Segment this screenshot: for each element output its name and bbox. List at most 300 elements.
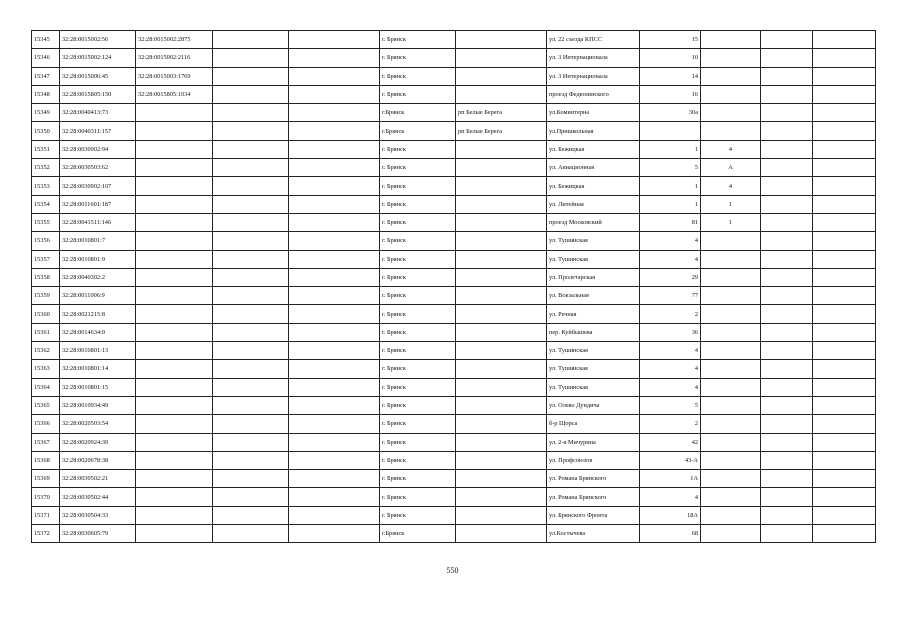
cell-empty [213, 195, 289, 213]
cell-cadastral-number-2 [136, 195, 213, 213]
cell-empty [813, 323, 876, 341]
page-number: 550 [446, 566, 459, 575]
cell-city: г. Брянск [380, 506, 456, 524]
cell-empty [213, 433, 289, 451]
cell-extra [701, 506, 761, 524]
cell-street: ул. Пролетарская [547, 268, 640, 286]
table-row [32, 213, 876, 231]
cell-city: г. Брянск [380, 287, 456, 305]
cell-cadastral-number-2 [136, 122, 213, 140]
cell-street: ул.Костычева [547, 525, 640, 543]
cell-extra [701, 85, 761, 103]
cell-district [456, 287, 547, 305]
cell-house: 4 [640, 342, 701, 360]
cell-house: 5 [640, 396, 701, 414]
cell-empty [289, 177, 380, 195]
cell-cadastral-number: 32:28:0015006:45 [60, 67, 136, 85]
cell-empty [813, 433, 876, 451]
cell-number: 15345 [32, 31, 60, 49]
cell-house: 2 [640, 305, 701, 323]
cell-cadastral-number-2 [136, 360, 213, 378]
cell-district [456, 232, 547, 250]
table-row [32, 287, 876, 305]
cell-street: ул. Речная [547, 305, 640, 323]
cell-street: ул. Авиационная [547, 159, 640, 177]
cell-number: 15354 [32, 195, 60, 213]
cell-empty [761, 104, 813, 122]
cell-empty [761, 250, 813, 268]
cell-city: г. Брянск [380, 31, 456, 49]
cell-empty [813, 342, 876, 360]
cell-cadastral-number: 32:28:0040311:157 [60, 122, 136, 140]
cell-empty [813, 140, 876, 158]
cell-cadastral-number: 32:28:0041511:146 [60, 213, 136, 231]
cell-empty [289, 250, 380, 268]
cell-empty [289, 415, 380, 433]
cell-house [640, 122, 701, 140]
cell-cadastral-number: 32:28:0030902:107 [60, 177, 136, 195]
cell-district [456, 85, 547, 103]
cell-cadastral-number-2 [136, 488, 213, 506]
cell-empty [213, 396, 289, 414]
cell-city: г. Брянск [380, 305, 456, 323]
table-row [32, 360, 876, 378]
cell-street: ул. Вокзальная [547, 287, 640, 305]
cell-extra [701, 451, 761, 469]
cell-number: 15367 [32, 433, 60, 451]
cell-empty [761, 268, 813, 286]
cell-empty [813, 213, 876, 231]
cell-empty [813, 287, 876, 305]
cell-empty [213, 232, 289, 250]
table-row [32, 140, 876, 158]
cell-street: ул. Брянского Фронта [547, 506, 640, 524]
cell-empty [813, 195, 876, 213]
cell-extra [701, 323, 761, 341]
cell-cadastral-number: 32:28:0015002:124 [60, 49, 136, 67]
cell-cadastral-number-2 [136, 177, 213, 195]
cell-empty [761, 177, 813, 195]
cell-street: ул. Тушинская [547, 232, 640, 250]
cell-district [456, 433, 547, 451]
cell-number: 15371 [32, 506, 60, 524]
cell-district [456, 195, 547, 213]
cell-extra: А [701, 159, 761, 177]
cell-extra [701, 104, 761, 122]
cell-number: 15353 [32, 177, 60, 195]
cell-district [456, 49, 547, 67]
cell-city: г. Брянск [380, 488, 456, 506]
table-row [32, 159, 876, 177]
cell-extra [701, 525, 761, 543]
cell-empty [289, 195, 380, 213]
cell-cadastral-number: 32:28:0010801:7 [60, 232, 136, 250]
cell-cadastral-number: 32:28:0030902:94 [60, 140, 136, 158]
cell-empty [761, 67, 813, 85]
cell-number: 15369 [32, 470, 60, 488]
cell-cadastral-number: 32:28:0020678:38 [60, 451, 136, 469]
cell-empty [813, 49, 876, 67]
cell-empty [761, 525, 813, 543]
cell-house: 4 [640, 250, 701, 268]
cell-extra [701, 378, 761, 396]
table-row [32, 378, 876, 396]
cell-empty [761, 232, 813, 250]
cell-empty [289, 433, 380, 451]
cell-empty [761, 360, 813, 378]
cell-empty [813, 31, 876, 49]
cell-empty [213, 342, 289, 360]
cell-city: г. Брянск [380, 396, 456, 414]
cell-cadastral-number: 32:28:0010801:15 [60, 378, 136, 396]
cell-house: 1 [640, 140, 701, 158]
cell-empty [813, 85, 876, 103]
table-row [32, 104, 876, 122]
cell-cadastral-number-2 [136, 525, 213, 543]
cell-empty [289, 305, 380, 323]
cell-cadastral-number-2 [136, 213, 213, 231]
table-row [32, 451, 876, 469]
cell-city: г. Брянск [380, 342, 456, 360]
cell-street: ул. 2-я Мичурина [547, 433, 640, 451]
cell-district [456, 360, 547, 378]
cell-empty [213, 360, 289, 378]
cell-cadastral-number: 32:28:0011006:9 [60, 287, 136, 305]
cell-cadastral-number: 32:28:0010934:49 [60, 396, 136, 414]
cell-empty [289, 396, 380, 414]
cell-extra [701, 49, 761, 67]
cell-number: 15361 [32, 323, 60, 341]
cell-street: ул. Романа Брянского [547, 470, 640, 488]
cell-empty [289, 49, 380, 67]
cell-house: 16 [640, 85, 701, 103]
cell-empty [761, 378, 813, 396]
table-row [32, 525, 876, 543]
cell-empty [813, 159, 876, 177]
cell-cadastral-number-2 [136, 250, 213, 268]
cell-empty [813, 470, 876, 488]
cell-city: г.Брянск [380, 525, 456, 543]
cell-empty [213, 470, 289, 488]
cell-cadastral-number-2 [136, 415, 213, 433]
cell-empty [289, 104, 380, 122]
cell-empty [289, 342, 380, 360]
cell-extra [701, 360, 761, 378]
cell-empty [813, 488, 876, 506]
cell-empty [213, 104, 289, 122]
cell-extra [701, 268, 761, 286]
table-row [32, 506, 876, 524]
cell-empty [213, 31, 289, 49]
cell-city: г. Брянск [380, 451, 456, 469]
cell-number: 15357 [32, 250, 60, 268]
cell-cadastral-number: 32:28:0020503:54 [60, 415, 136, 433]
cell-district [456, 342, 547, 360]
cell-extra: 4 [701, 177, 761, 195]
table-body [32, 31, 876, 543]
cell-house: 2 [640, 415, 701, 433]
cell-number: 15359 [32, 287, 60, 305]
table-row [32, 31, 876, 49]
cell-extra: 1 [701, 213, 761, 231]
cell-extra [701, 433, 761, 451]
cell-empty [761, 323, 813, 341]
cell-street: ул. Бежицкая [547, 140, 640, 158]
cell-street: ул. Профсоюзов [547, 451, 640, 469]
cell-house: 1А [640, 470, 701, 488]
cell-cadastral-number-2 [136, 396, 213, 414]
cell-empty [289, 122, 380, 140]
cell-house: 1 [640, 195, 701, 213]
cell-cadastral-number-2 [136, 506, 213, 524]
cell-cadastral-number: 32:28:0010801:14 [60, 360, 136, 378]
cell-extra [701, 305, 761, 323]
cell-empty [289, 140, 380, 158]
cell-district: рп Белые Берега [456, 122, 547, 140]
cell-house: 43-А [640, 451, 701, 469]
cell-cadastral-number-2 [136, 378, 213, 396]
table-row [32, 305, 876, 323]
cell-cadastral-number-2 [136, 305, 213, 323]
cell-cadastral-number-2 [136, 104, 213, 122]
cell-empty [289, 232, 380, 250]
cell-city: г.Брянск [380, 122, 456, 140]
cell-district [456, 525, 547, 543]
cell-district [456, 213, 547, 231]
cell-district [456, 159, 547, 177]
cell-cadastral-number-2 [136, 140, 213, 158]
cell-empty [213, 488, 289, 506]
cell-extra [701, 67, 761, 85]
cell-number: 15368 [32, 451, 60, 469]
cell-house: 1 [640, 177, 701, 195]
cell-number: 15366 [32, 415, 60, 433]
cell-empty [213, 287, 289, 305]
cell-empty [213, 451, 289, 469]
cell-city: г. Брянск [380, 49, 456, 67]
cell-district [456, 470, 547, 488]
cell-empty [813, 360, 876, 378]
cell-house: 77 [640, 287, 701, 305]
cell-extra [701, 250, 761, 268]
cell-empty [289, 67, 380, 85]
cell-house: 29 [640, 268, 701, 286]
cell-cadastral-number-2 [136, 232, 213, 250]
cell-empty [761, 451, 813, 469]
cell-empty [813, 177, 876, 195]
cell-empty [213, 85, 289, 103]
cell-number: 15358 [32, 268, 60, 286]
cell-empty [213, 415, 289, 433]
cell-cadastral-number-2 [136, 268, 213, 286]
cell-district [456, 305, 547, 323]
cell-empty [813, 396, 876, 414]
cell-street: ул. 3 Интернационала [547, 67, 640, 85]
cell-empty [289, 159, 380, 177]
cell-city: г. Брянск [380, 195, 456, 213]
table-row [32, 67, 876, 85]
cell-street: ул. Тушинская [547, 378, 640, 396]
cell-cadastral-number: 32:28:0010801:9 [60, 250, 136, 268]
cell-cadastral-number-2: 32:28:0015002:2116 [136, 49, 213, 67]
cell-empty [761, 396, 813, 414]
cell-cadastral-number-2 [136, 451, 213, 469]
cell-street: ул. Бежицкая [547, 177, 640, 195]
cell-street: б-р Щорса [547, 415, 640, 433]
cell-district [456, 378, 547, 396]
cell-empty [289, 287, 380, 305]
cell-city: г. Брянск [380, 415, 456, 433]
cell-city: г. Брянск [380, 159, 456, 177]
cell-extra [701, 470, 761, 488]
cell-cadastral-number: 32:28:0015002:56 [60, 31, 136, 49]
cell-street: ул. 3 Интернационала [547, 49, 640, 67]
cell-cadastral-number: 32:28:0021215:8 [60, 305, 136, 323]
cell-empty [213, 67, 289, 85]
cell-empty [289, 488, 380, 506]
cell-house: 81 [640, 213, 701, 231]
cell-cadastral-number: 32:28:0040413:73 [60, 104, 136, 122]
cell-empty [761, 433, 813, 451]
cell-district [456, 323, 547, 341]
cell-extra [701, 415, 761, 433]
cell-street: проезд Федюнинского [547, 85, 640, 103]
cell-city: г. Брянск [380, 177, 456, 195]
cell-city: г. Брянск [380, 470, 456, 488]
cell-empty [289, 268, 380, 286]
cell-street: проезд Московский [547, 213, 640, 231]
cell-street: ул. Романа Брянского [547, 488, 640, 506]
cell-empty [813, 250, 876, 268]
cell-empty [761, 287, 813, 305]
cell-empty [761, 49, 813, 67]
cell-empty [289, 31, 380, 49]
cell-empty [289, 213, 380, 231]
cell-cadastral-number: 32:28:0030605:79 [60, 525, 136, 543]
cell-district [456, 451, 547, 469]
cell-number: 15352 [32, 159, 60, 177]
cell-number: 15346 [32, 49, 60, 67]
cell-empty [213, 159, 289, 177]
cell-empty [289, 85, 380, 103]
table-row [32, 122, 876, 140]
cell-empty [213, 213, 289, 231]
cell-empty [289, 525, 380, 543]
cell-empty [213, 140, 289, 158]
cell-empty [289, 470, 380, 488]
cell-city: г. Брянск [380, 268, 456, 286]
cell-empty [813, 232, 876, 250]
table-row [32, 342, 876, 360]
cell-extra [701, 232, 761, 250]
cell-number: 15356 [32, 232, 60, 250]
cell-street: ул. Тушинская [547, 250, 640, 268]
table-row [32, 323, 876, 341]
cell-cadastral-number: 32:28:0015805:150 [60, 85, 136, 103]
cell-empty [813, 506, 876, 524]
cell-empty [813, 451, 876, 469]
cell-empty [813, 525, 876, 543]
cell-street: ул. Олеко Дундича [547, 396, 640, 414]
cell-empty [813, 378, 876, 396]
cell-cadastral-number-2: 32:28:0015805:1034 [136, 85, 213, 103]
cell-number: 15351 [32, 140, 60, 158]
cell-number: 15349 [32, 104, 60, 122]
cell-number: 15355 [32, 213, 60, 231]
cell-empty [761, 140, 813, 158]
cell-district [456, 140, 547, 158]
cell-extra [701, 122, 761, 140]
cell-extra [701, 396, 761, 414]
cell-house: 18А [640, 506, 701, 524]
table-row [32, 396, 876, 414]
cell-district [456, 31, 547, 49]
table-row [32, 488, 876, 506]
cell-empty [813, 415, 876, 433]
cell-district: рп Белые Берега [456, 104, 547, 122]
cell-empty [289, 323, 380, 341]
table-row [32, 177, 876, 195]
cell-number: 15365 [32, 396, 60, 414]
cell-number: 15360 [32, 305, 60, 323]
cell-empty [213, 177, 289, 195]
cell-empty [213, 49, 289, 67]
table-row [32, 470, 876, 488]
cell-extra: 1 [701, 195, 761, 213]
cell-city: г. Брянск [380, 140, 456, 158]
table-row [32, 195, 876, 213]
table-row [32, 250, 876, 268]
cell-empty [761, 31, 813, 49]
cell-cadastral-number: 32:28:0020924:39 [60, 433, 136, 451]
cell-extra [701, 287, 761, 305]
cell-empty [289, 360, 380, 378]
cell-cadastral-number: 32:28:0030502:21 [60, 470, 136, 488]
cell-street: ул. Тушинская [547, 342, 640, 360]
cell-empty [761, 506, 813, 524]
cell-house: 4 [640, 488, 701, 506]
cell-house: 14 [640, 67, 701, 85]
cell-number: 15362 [32, 342, 60, 360]
cell-cadastral-number-2 [136, 433, 213, 451]
cadastral-table [31, 30, 876, 543]
cell-number: 15347 [32, 67, 60, 85]
cell-empty [761, 488, 813, 506]
cell-street: ул.Коминтерна [547, 104, 640, 122]
cell-city: г. Брянск [380, 323, 456, 341]
cell-city: г. Брянск [380, 67, 456, 85]
cell-cadastral-number: 32:28:0011601:187 [60, 195, 136, 213]
cell-empty [213, 250, 289, 268]
cell-empty [813, 104, 876, 122]
cell-empty [213, 378, 289, 396]
cell-street: ул. Тушинская [547, 360, 640, 378]
cell-cadastral-number-2 [136, 323, 213, 341]
cell-number: 15350 [32, 122, 60, 140]
table-row [32, 415, 876, 433]
cell-extra [701, 31, 761, 49]
table-row [32, 232, 876, 250]
cell-empty [289, 506, 380, 524]
cell-house: 10 [640, 49, 701, 67]
table-row [32, 433, 876, 451]
cell-cadastral-number-2 [136, 470, 213, 488]
cell-empty [213, 122, 289, 140]
cell-empty [813, 67, 876, 85]
cell-district [456, 506, 547, 524]
cell-city: г. Брянск [380, 433, 456, 451]
cell-district [456, 268, 547, 286]
